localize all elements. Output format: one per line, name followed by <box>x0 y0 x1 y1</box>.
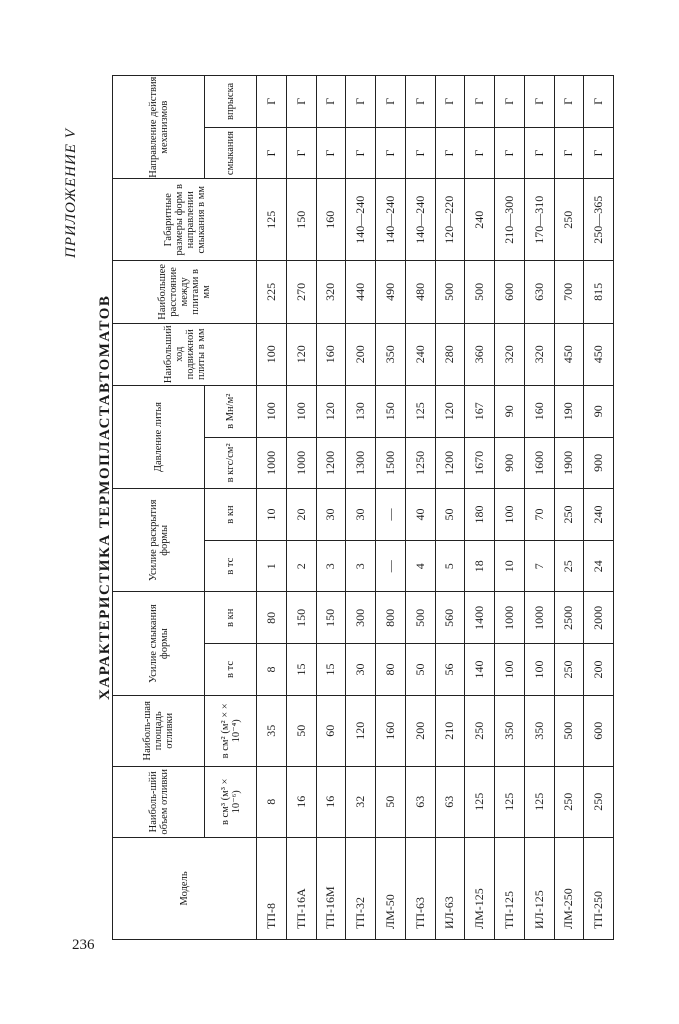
cell-pressure-kgf: 1500 <box>376 437 406 489</box>
cell-direction-inject: Г <box>257 76 287 128</box>
cell-clamp-kn: 1000 <box>495 592 525 644</box>
cell-direction-clamp: Г <box>554 127 584 179</box>
cell-mold-size: 120—220 <box>435 179 465 261</box>
cell-clamp-t: 8 <box>257 644 287 696</box>
cell-open-kn: 20 <box>286 489 316 541</box>
cell-area: 35 <box>257 695 287 766</box>
specs-table-container <box>112 75 614 940</box>
cell-clamp-kn: 500 <box>405 592 435 644</box>
cell-model: ТП-250 <box>584 837 614 939</box>
header-model: Модель <box>113 837 257 939</box>
cell-model: ТП-32 <box>346 837 376 939</box>
cell-area: 60 <box>316 695 346 766</box>
header-pressure-mn: в Мн/м² <box>205 385 257 437</box>
cell-open-kn: 100 <box>495 489 525 541</box>
cell-stroke: 280 <box>435 323 465 385</box>
cell-pressure-kgf: 1250 <box>405 437 435 489</box>
cell-pressure-mn: 120 <box>316 385 346 437</box>
cell-open-t: — <box>376 540 406 592</box>
cell-volume: 250 <box>584 766 614 837</box>
cell-volume: 16 <box>316 766 346 837</box>
header-stroke: Наибольший ход подвижной плиты в мм <box>113 323 257 385</box>
cell-stroke: 450 <box>584 323 614 385</box>
header-clamp-t: в тс <box>205 644 257 696</box>
cell-stroke: 350 <box>376 323 406 385</box>
cell-clamp-kn: 560 <box>435 592 465 644</box>
table-row <box>316 76 346 940</box>
cell-volume: 63 <box>405 766 435 837</box>
cell-distance: 440 <box>346 261 376 323</box>
cell-pressure-mn: 100 <box>257 385 287 437</box>
cell-open-kn: 50 <box>435 489 465 541</box>
header-direction-clamp: смыкания <box>205 127 257 179</box>
cell-clamp-kn: 150 <box>316 592 346 644</box>
header-clamp-force: Усилие смыкания формы <box>113 592 205 695</box>
cell-distance: 320 <box>316 261 346 323</box>
cell-open-t: 1 <box>257 540 287 592</box>
cell-clamp-kn: 2500 <box>554 592 584 644</box>
table-row <box>376 76 406 940</box>
cell-volume: 125 <box>465 766 495 837</box>
cell-area: 210 <box>435 695 465 766</box>
table-row <box>257 76 287 940</box>
cell-model: ТП-63 <box>405 837 435 939</box>
cell-pressure-mn: 125 <box>405 385 435 437</box>
cell-model: ТП-125 <box>495 837 525 939</box>
cell-direction-clamp: Г <box>584 127 614 179</box>
cell-distance: 480 <box>405 261 435 323</box>
cell-model: ЛМ-125 <box>465 837 495 939</box>
cell-mold-size: 250 <box>554 179 584 261</box>
header-pressure: Давление литья <box>113 385 205 488</box>
cell-volume: 32 <box>346 766 376 837</box>
cell-model: ЛМ-250 <box>554 837 584 939</box>
cell-direction-clamp: Г <box>524 127 554 179</box>
cell-open-kn: — <box>376 489 406 541</box>
header-area: Наиболь-шая площадь отливки <box>113 695 205 766</box>
table-row <box>405 76 435 940</box>
header-clamp-kn: в кн <box>205 592 257 644</box>
cell-open-t: 5 <box>435 540 465 592</box>
header-row-main <box>113 76 205 940</box>
cell-direction-inject: Г <box>584 76 614 128</box>
cell-mold-size: 140—240 <box>405 179 435 261</box>
cell-pressure-mn: 150 <box>376 385 406 437</box>
cell-clamp-t: 100 <box>524 644 554 696</box>
cell-direction-inject: Г <box>346 76 376 128</box>
cell-direction-inject: Г <box>405 76 435 128</box>
header-mold-size: Габаритные размеры форм в направлении смыкания в мм <box>113 179 257 261</box>
cell-mold-size: 210—300 <box>495 179 525 261</box>
cell-direction-inject: Г <box>435 76 465 128</box>
cell-model: ИЛ-125 <box>524 837 554 939</box>
cell-mold-size: 170—310 <box>524 179 554 261</box>
cell-volume: 63 <box>435 766 465 837</box>
cell-area: 50 <box>286 695 316 766</box>
cell-open-t: 10 <box>495 540 525 592</box>
cell-clamp-kn: 1000 <box>524 592 554 644</box>
cell-model: ТП-16А <box>286 837 316 939</box>
specs-table-body <box>257 76 614 940</box>
specs-table <box>112 75 614 940</box>
cell-volume: 8 <box>257 766 287 837</box>
cell-clamp-kn: 2000 <box>584 592 614 644</box>
cell-open-kn: 10 <box>257 489 287 541</box>
table-row <box>554 76 584 940</box>
cell-area: 200 <box>405 695 435 766</box>
cell-distance: 270 <box>286 261 316 323</box>
cell-mold-size: 240 <box>465 179 495 261</box>
cell-open-t: 3 <box>346 540 376 592</box>
cell-clamp-t: 30 <box>346 644 376 696</box>
cell-pressure-mn: 100 <box>286 385 316 437</box>
cell-direction-clamp: Г <box>405 127 435 179</box>
cell-mold-size: 140—240 <box>376 179 406 261</box>
cell-stroke: 320 <box>495 323 525 385</box>
cell-open-t: 4 <box>405 540 435 592</box>
cell-model: ТП-8 <box>257 837 287 939</box>
cell-clamp-kn: 1400 <box>465 592 495 644</box>
cell-volume: 125 <box>524 766 554 837</box>
cell-stroke: 450 <box>554 323 584 385</box>
header-open-kn: в кн <box>205 489 257 541</box>
cell-open-kn: 30 <box>346 489 376 541</box>
cell-open-kn: 70 <box>524 489 554 541</box>
header-volume-unit: в см³ (м³ × 10⁻⁶) <box>205 766 257 837</box>
cell-area: 350 <box>495 695 525 766</box>
cell-distance: 225 <box>257 261 287 323</box>
cell-direction-clamp: Г <box>376 127 406 179</box>
cell-mold-size: 125 <box>257 179 287 261</box>
cell-clamp-t: 15 <box>286 644 316 696</box>
cell-pressure-kgf: 1300 <box>346 437 376 489</box>
cell-clamp-t: 140 <box>465 644 495 696</box>
cell-open-t: 18 <box>465 540 495 592</box>
cell-direction-inject: Г <box>554 76 584 128</box>
cell-pressure-mn: 160 <box>524 385 554 437</box>
cell-clamp-t: 100 <box>495 644 525 696</box>
cell-area: 600 <box>584 695 614 766</box>
cell-distance: 500 <box>465 261 495 323</box>
cell-clamp-t: 250 <box>554 644 584 696</box>
cell-open-kn: 30 <box>316 489 346 541</box>
cell-area: 350 <box>524 695 554 766</box>
table-row <box>435 76 465 940</box>
cell-direction-clamp: Г <box>495 127 525 179</box>
cell-open-t: 2 <box>286 540 316 592</box>
cell-model: ИЛ-63 <box>435 837 465 939</box>
cell-mold-size: 150 <box>286 179 316 261</box>
cell-stroke: 240 <box>405 323 435 385</box>
cell-mold-size: 160 <box>316 179 346 261</box>
cell-clamp-t: 56 <box>435 644 465 696</box>
header-direction: Направление действия механизмов <box>113 76 205 179</box>
cell-direction-clamp: Г <box>286 127 316 179</box>
cell-open-t: 24 <box>584 540 614 592</box>
cell-volume: 50 <box>376 766 406 837</box>
cell-volume: 125 <box>495 766 525 837</box>
cell-stroke: 360 <box>465 323 495 385</box>
cell-model: ЛМ-50 <box>376 837 406 939</box>
cell-pressure-mn: 90 <box>584 385 614 437</box>
table-row <box>524 76 554 940</box>
cell-direction-inject: Г <box>286 76 316 128</box>
header-pressure-kgf: в кгс/см² <box>205 437 257 489</box>
cell-direction-inject: Г <box>376 76 406 128</box>
cell-stroke: 320 <box>524 323 554 385</box>
cell-clamp-kn: 150 <box>286 592 316 644</box>
cell-clamp-kn: 800 <box>376 592 406 644</box>
header-area-unit: в см² (м² × × 10⁻⁴) <box>205 695 257 766</box>
cell-open-kn: 40 <box>405 489 435 541</box>
cell-pressure-mn: 167 <box>465 385 495 437</box>
page-title: ХАРАКТЕРИСТИКА ТЕРМОПЛАСТАВТОМАТОВ <box>97 294 113 700</box>
cell-pressure-kgf: 1000 <box>286 437 316 489</box>
cell-pressure-kgf: 1670 <box>465 437 495 489</box>
cell-open-t: 7 <box>524 540 554 592</box>
cell-pressure-kgf: 900 <box>495 437 525 489</box>
header-distance: Наибольшее расстояние между плитами в мм <box>113 261 257 323</box>
cell-clamp-t: 50 <box>405 644 435 696</box>
cell-pressure-mn: 190 <box>554 385 584 437</box>
cell-pressure-kgf: 900 <box>584 437 614 489</box>
page-number: 236 <box>72 937 95 953</box>
header-open-t: в тс <box>205 540 257 592</box>
cell-mold-size: 250—365 <box>584 179 614 261</box>
cell-open-t: 3 <box>316 540 346 592</box>
header-open-force: Усилие раскрытия формы <box>113 489 205 592</box>
cell-direction-inject: Г <box>316 76 346 128</box>
cell-distance: 600 <box>495 261 525 323</box>
cell-clamp-t: 200 <box>584 644 614 696</box>
cell-direction-inject: Г <box>465 76 495 128</box>
cell-pressure-kgf: 1000 <box>257 437 287 489</box>
cell-pressure-kgf: 1900 <box>554 437 584 489</box>
table-row <box>465 76 495 940</box>
cell-mold-size: 140—240 <box>346 179 376 261</box>
cell-volume: 16 <box>286 766 316 837</box>
cell-area: 250 <box>465 695 495 766</box>
cell-area: 120 <box>346 695 376 766</box>
cell-distance: 500 <box>435 261 465 323</box>
cell-direction-clamp: Г <box>316 127 346 179</box>
cell-open-t: 25 <box>554 540 584 592</box>
cell-distance: 630 <box>524 261 554 323</box>
header-direction-inject: впрыска <box>205 76 257 128</box>
cell-pressure-mn: 90 <box>495 385 525 437</box>
cell-pressure-mn: 120 <box>435 385 465 437</box>
cell-stroke: 120 <box>286 323 316 385</box>
cell-stroke: 100 <box>257 323 287 385</box>
cell-direction-clamp: Г <box>257 127 287 179</box>
cell-distance: 490 <box>376 261 406 323</box>
cell-model: ТП-16М <box>316 837 346 939</box>
cell-open-kn: 180 <box>465 489 495 541</box>
cell-open-kn: 250 <box>554 489 584 541</box>
table-row <box>286 76 316 940</box>
cell-stroke: 160 <box>316 323 346 385</box>
cell-direction-clamp: Г <box>346 127 376 179</box>
cell-pressure-kgf: 1600 <box>524 437 554 489</box>
cell-clamp-t: 80 <box>376 644 406 696</box>
cell-volume: 250 <box>554 766 584 837</box>
cell-direction-clamp: Г <box>435 127 465 179</box>
cell-direction-clamp: Г <box>465 127 495 179</box>
cell-clamp-t: 15 <box>316 644 346 696</box>
cell-direction-inject: Г <box>495 76 525 128</box>
cell-pressure-kgf: 1200 <box>435 437 465 489</box>
cell-stroke: 200 <box>346 323 376 385</box>
table-row <box>584 76 614 940</box>
cell-clamp-kn: 80 <box>257 592 287 644</box>
table-row <box>495 76 525 940</box>
cell-area: 160 <box>376 695 406 766</box>
cell-pressure-kgf: 1200 <box>316 437 346 489</box>
cell-distance: 815 <box>584 261 614 323</box>
cell-direction-inject: Г <box>524 76 554 128</box>
header-volume: Наиболь-шйй объем отливки <box>113 766 205 837</box>
cell-area: 500 <box>554 695 584 766</box>
cell-open-kn: 240 <box>584 489 614 541</box>
table-row <box>346 76 376 940</box>
cell-distance: 700 <box>554 261 584 323</box>
cell-pressure-mn: 130 <box>346 385 376 437</box>
cell-clamp-kn: 300 <box>346 592 376 644</box>
appendix-label: ПРИЛОЖЕНИЕ V <box>63 128 79 258</box>
